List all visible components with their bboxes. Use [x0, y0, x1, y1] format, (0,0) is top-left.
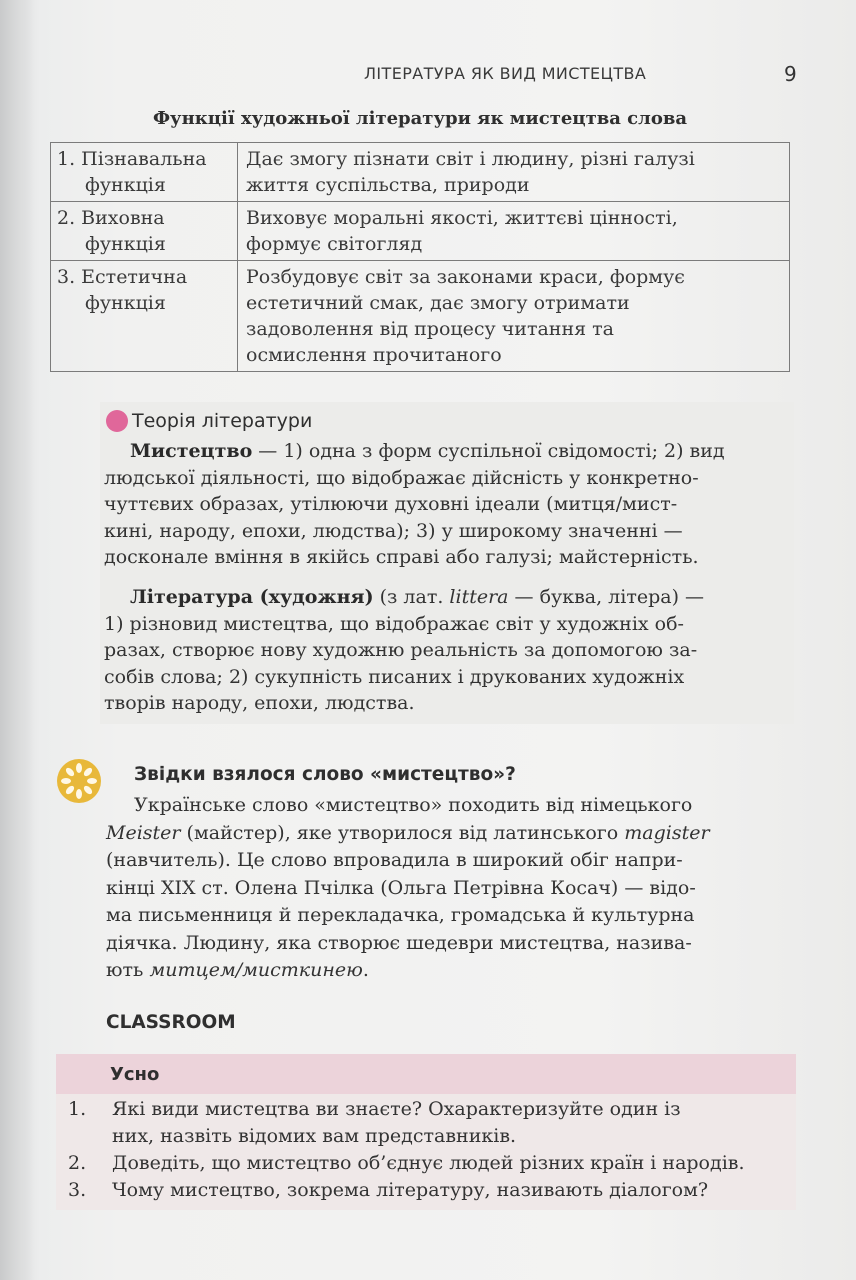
page-number: 9 — [784, 62, 797, 86]
origin-line: Українське слово «мистецтво» походить від німецького — [134, 794, 693, 816]
page-binding-shadow — [0, 0, 34, 1280]
definition-line: досконале вміння в якійсь справі або галузі; майстерність. — [104, 546, 699, 568]
definition-line: разах, створює нову художню реальність за допомогою за- — [104, 639, 698, 661]
question-line: Доведіть, що мистецтво об’єднує людей різних країн і народів. — [112, 1152, 745, 1174]
description-line: формує світогляд — [246, 233, 423, 255]
origin-line: ма письменниця й перекладачка, громадська й культурна — [106, 904, 695, 926]
oral-heading: Усно — [110, 1064, 160, 1085]
function-description-cell — [238, 143, 790, 202]
definition-line: собів слова; 2) сукупність писаних і друкованих художніх — [104, 665, 685, 688]
description-line: життя суспільства, природи — [246, 174, 530, 196]
description-line: Розбудовує світ за законами краси, формує — [246, 266, 685, 288]
question-number: 3. — [68, 1179, 87, 1201]
art-definition — [104, 438, 776, 571]
question-number: 1. — [68, 1098, 87, 1120]
function-description-cell — [238, 202, 790, 261]
origin-text-part: (майстер), яке утворилося від латинського — [186, 821, 619, 844]
function-name-cell — [51, 261, 238, 372]
question-line: них, назвіть відомих вам представників. — [112, 1125, 517, 1147]
function-name-suffix: функція — [85, 174, 166, 196]
description-line: Виховує моральні якості, життєві цінності, — [246, 207, 678, 229]
classroom-heading: CLASSROOM — [106, 1012, 236, 1033]
function-description-cell — [238, 261, 790, 372]
table-row — [51, 261, 790, 372]
definition-line: творів народу, епохи, людства. — [104, 692, 415, 714]
origin-line: (навчитель). Це слово впровадила в широкий обіг напри- — [106, 849, 683, 871]
function-name: 2. Виховна — [57, 207, 165, 229]
table-row — [51, 202, 790, 261]
functions-table — [50, 142, 790, 372]
literature-definition — [104, 584, 776, 717]
list-item — [56, 1150, 786, 1177]
origin-heading: Звідки взялося слово «мистецтво»? — [134, 764, 516, 785]
origin-text-part: . — [362, 959, 369, 981]
description-line: задоволення від процесу читання та — [246, 318, 614, 340]
questions-list — [56, 1096, 786, 1204]
question-number: 2. — [68, 1152, 87, 1174]
function-name-cell — [51, 202, 238, 261]
definition-text: — 1) одна з форм суспільної свідомості; 2) вид — [258, 440, 725, 462]
description-line: естетичний смак, дає змогу отримати — [246, 292, 630, 314]
origin-line: діячка. Людину, яка створює шедеври мистецтва, назива- — [106, 931, 692, 954]
definition-line — [104, 438, 776, 465]
origin-line — [106, 957, 794, 985]
sun-icon — [56, 758, 102, 804]
question-line: Які види мистецтва ви знаєте? Охарактеризуйте один із — [112, 1098, 681, 1120]
german-word: Meister — [106, 821, 181, 844]
running-title: ЛІТЕРАТУРА ЯК ВИД МИСТЕЦТВА — [364, 64, 647, 83]
bullet-dot-icon — [106, 410, 128, 432]
definition-line: чуттєвих образах, утілюючи духовні ідеали (митця/мист- — [104, 493, 678, 515]
description-line: осмислення прочитаного — [246, 344, 502, 366]
function-name-suffix: функція — [85, 292, 166, 314]
emphasis-word: митцем/мисткинею — [149, 959, 363, 981]
origin-text-part: ють — [106, 959, 144, 981]
theory-heading — [106, 410, 312, 432]
description-line: Дає змогу пізнати світ і людину, різні галузі — [246, 148, 695, 170]
oral-bar — [56, 1054, 796, 1094]
function-name: 3. Естетична — [57, 266, 188, 288]
function-name-cell — [51, 143, 238, 202]
table-row — [51, 143, 790, 202]
definition-line: людської діяльності, що відображає дійсність у конкретно- — [104, 466, 699, 489]
function-name-suffix: функція — [85, 233, 166, 255]
origin-text — [106, 792, 794, 985]
table-title: Функції художньої літератури як мистецтва слова — [152, 108, 688, 129]
latin-word: littera — [449, 586, 509, 608]
term-literature: Література (художня) — [130, 586, 374, 608]
definition-line — [104, 584, 776, 611]
theory-heading-text: Теорія літератури — [132, 410, 313, 432]
latin-word: magister — [624, 821, 710, 844]
origin-line — [106, 820, 794, 848]
definition-text: (з лат. — [379, 586, 444, 608]
definition-text: — буква, літера) — — [514, 586, 705, 608]
origin-line: кінці XIX ст. Олена Пчілка (Ольга Петрівна Косач) — відо- — [106, 876, 696, 899]
list-item — [56, 1177, 786, 1204]
term-art: Мистецтво — [130, 440, 253, 462]
definition-line: кині, народу, епохи, людства); 3) у широкому значенні — — [104, 519, 683, 542]
function-name: 1. Пізнавальна — [57, 148, 207, 170]
definition-line: 1) різновид мистецтва, що відображає світ у художніх об- — [104, 612, 684, 635]
list-item — [56, 1096, 786, 1150]
question-line: Чому мистецтво, зокрема літературу, називають діалогом? — [112, 1179, 709, 1201]
